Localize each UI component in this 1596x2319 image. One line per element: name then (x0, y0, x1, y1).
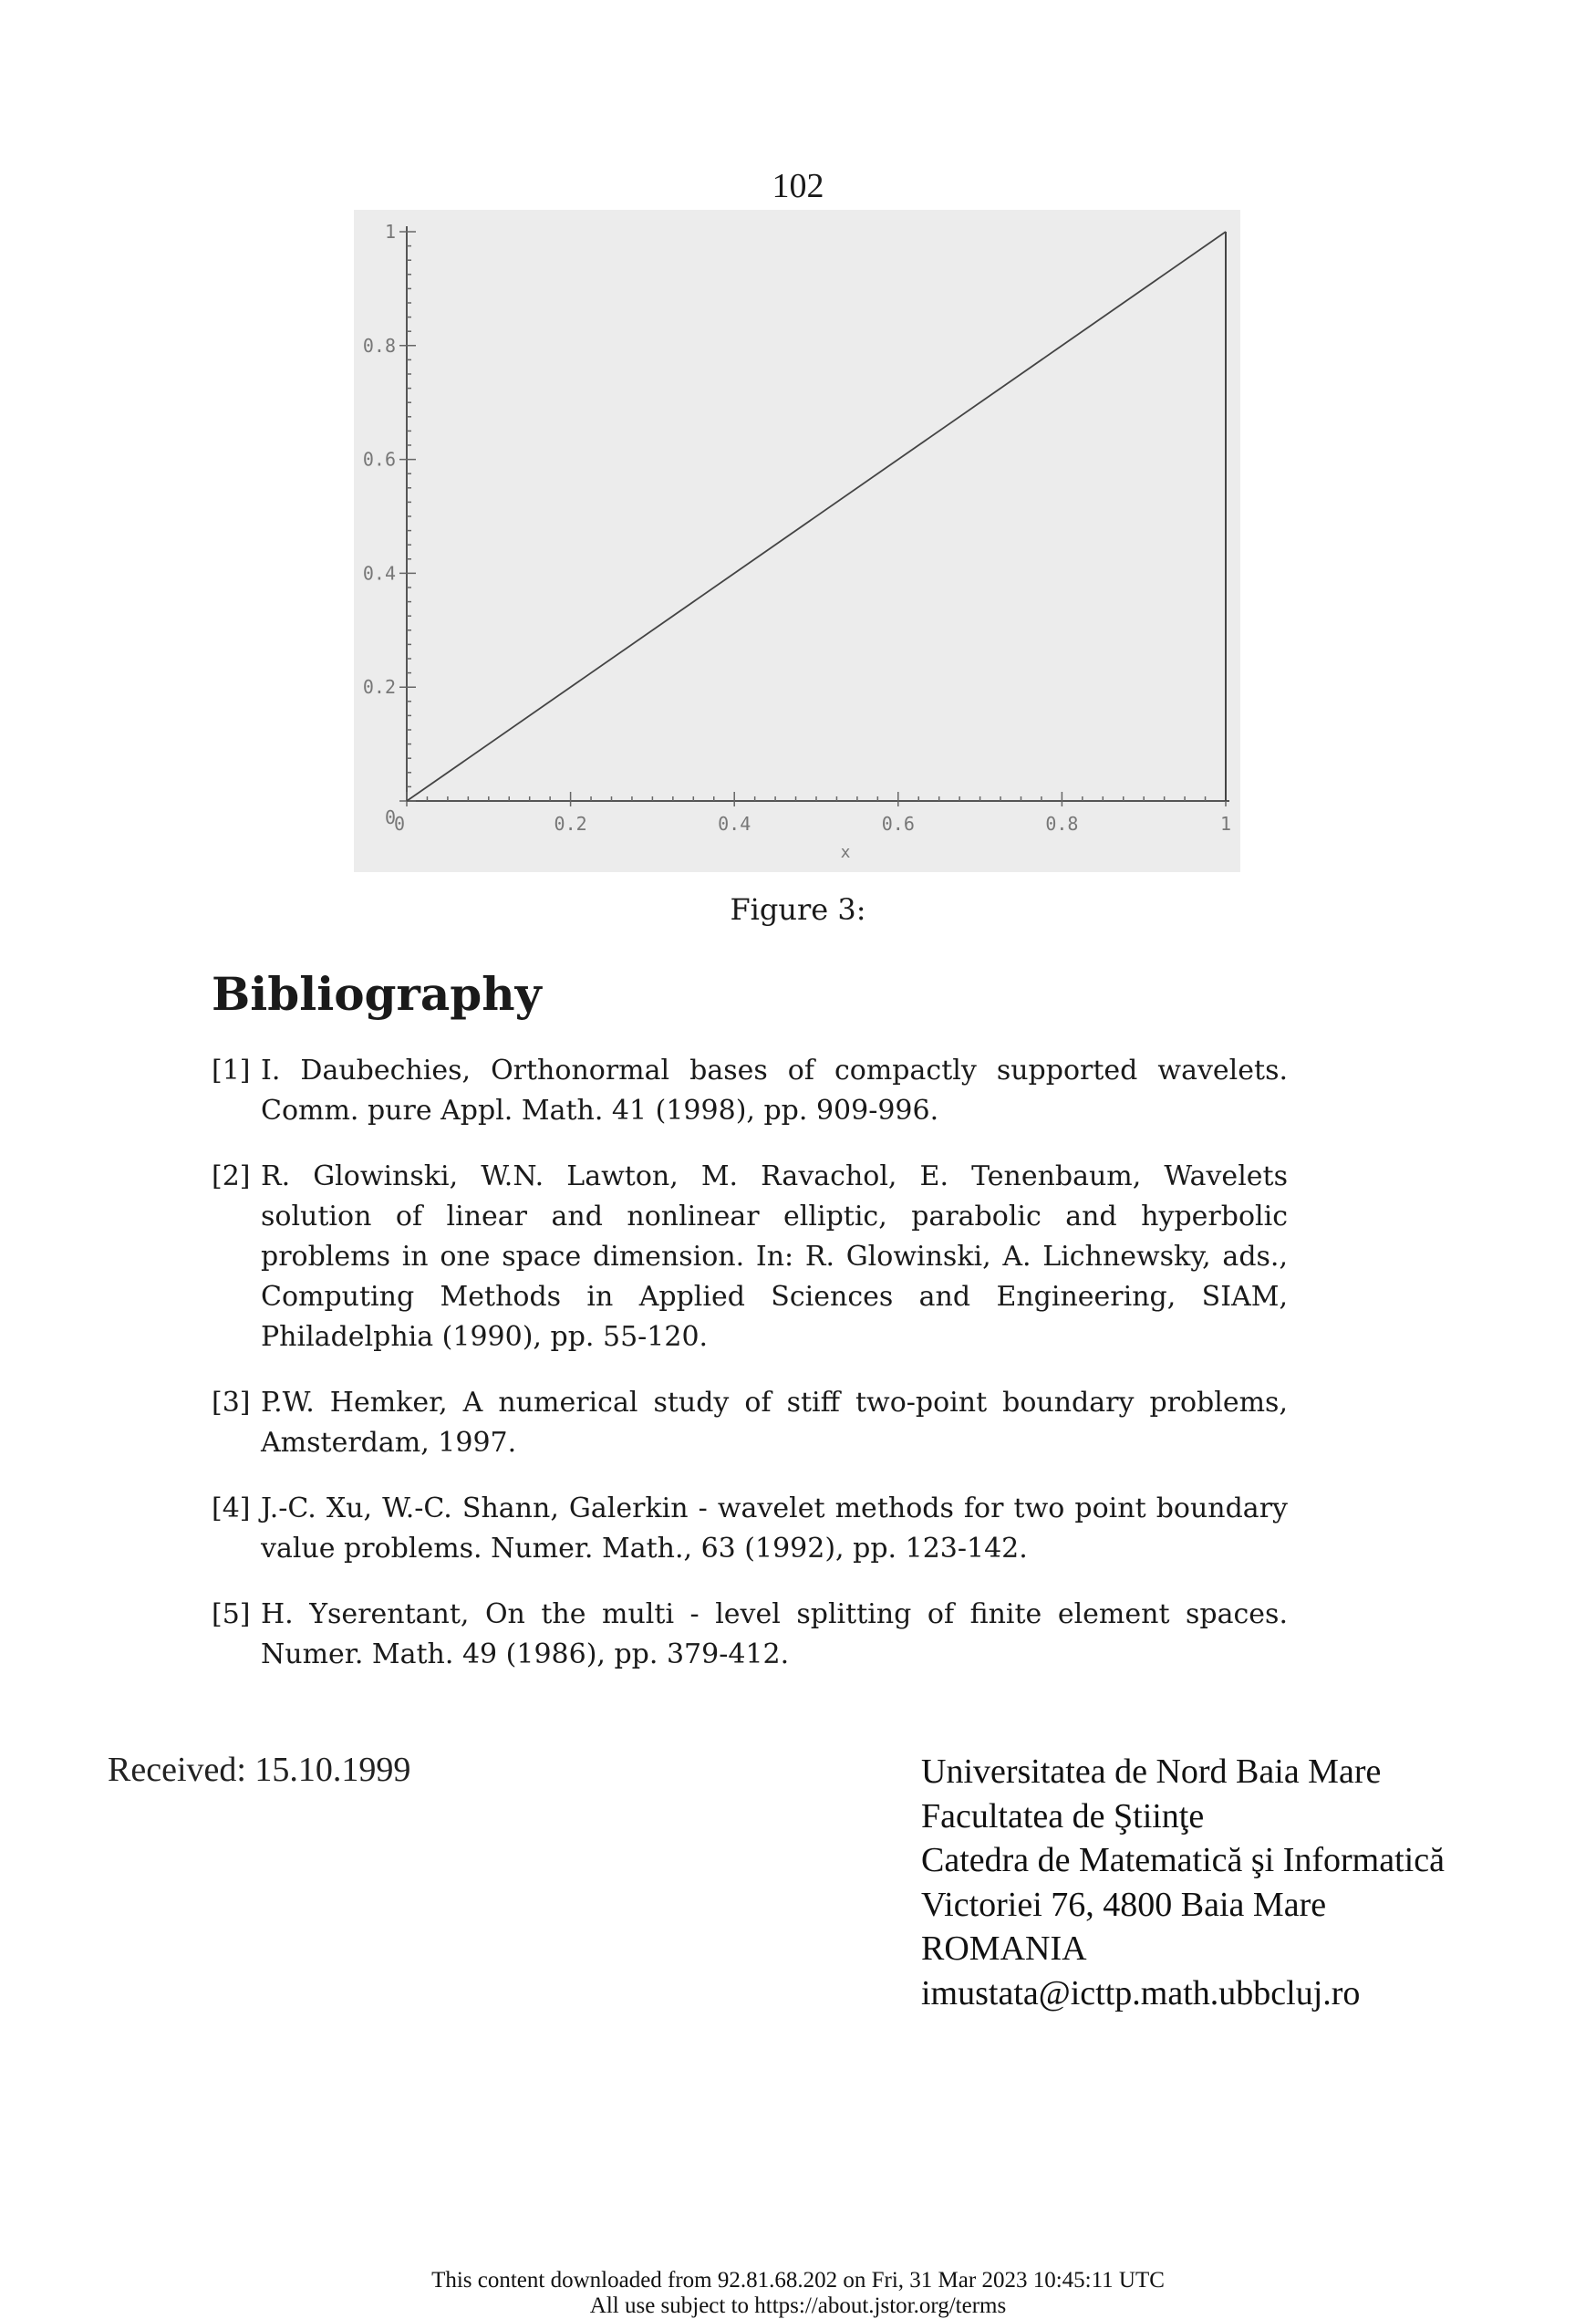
bibliography-entry-number: [3] (212, 1387, 251, 1419)
y-tick-label: 0 (384, 806, 396, 828)
bibliography-entry-text: J.-C. Xu, W.-C. Shann, Galerkin - wavelet methods for two point boundary value problems. Numer. Math., 63 (1992), pp. 123-142. (261, 1492, 1288, 1565)
received-date: Received: 15.10.1999 (108, 1751, 411, 1789)
y-tick-label: 1 (384, 221, 396, 243)
page-number: 102 (772, 167, 824, 205)
footer-terms-line: All use subject to https://about.jstor.org/terms (589, 2293, 1007, 2318)
y-tick-label: 0.8 (362, 334, 396, 357)
bibliography-entry-text: R. Glowinski, W.N. Lawton, M. Ravachol, E. Tenenbaum, Wavelets solution of linear and nonlinear elliptic, parabolic and hyperbolic problems in one space dimension. In: R. Glowinski, A. Lichnewsky, ads., Computing Methods in Applied Sciences and Engineering, SIAM, Philadelphia (1990), pp. 55-120. (261, 1160, 1288, 1353)
bibliography-entry (212, 1157, 1288, 1357)
author-address (921, 1750, 1445, 2015)
x-tick-label: 0.4 (718, 813, 751, 835)
y-tick-label: 0.2 (362, 676, 396, 699)
address-line: Catedra de Matematică şi Informatică (921, 1841, 1445, 1879)
bibliography-entry (212, 1051, 1288, 1131)
line-chart (354, 210, 1240, 872)
bibliography-entry (212, 1383, 1288, 1463)
address-line: Victoriei 76, 4800 Baia Mare (921, 1885, 1327, 1924)
bibliography-entry-number: [4] (212, 1492, 251, 1524)
jstor-footer (0, 2268, 1596, 2319)
bibliography-entry-text: I. Daubechies, Orthonormal bases of compactly supported wavelets. Comm. pure Appl. Math. 41 (1998), pp. 909-996. (261, 1055, 1288, 1127)
x-axis-label: x (840, 843, 851, 862)
footer-download-line: This content downloaded from 92.81.68.202 on Fri, 31 Mar 2023 10:45:11 UTC (431, 2268, 1165, 2293)
address-line: Universitatea de Nord Baia Mare (921, 1752, 1382, 1791)
y-tick-label: 0.6 (362, 448, 396, 471)
y-tick-label: 0.4 (362, 562, 396, 585)
bibliography-entry-text: P.W. Hemker, A numerical study of stiff two-point boundary problems, Amsterdam, 1997. (261, 1387, 1288, 1459)
bibliography-entry (212, 1595, 1288, 1675)
series-line (407, 232, 1226, 801)
figure-caption: Figure 3: (730, 892, 866, 927)
bibliography-entry-number: [5] (212, 1598, 251, 1630)
figure-3-plot (354, 210, 1240, 872)
x-tick-label: 1 (1219, 813, 1232, 835)
x-tick-label: 0.2 (554, 813, 587, 835)
bibliography-entry-text: H. Yserentant, On the multi - level splitting of finite element spaces. Numer. Math. 49 (1986), pp. 379-412. (261, 1598, 1288, 1670)
bibliography-entry-number: [1] (212, 1055, 251, 1087)
bibliography-heading: Bibliography (212, 967, 542, 1021)
bibliography-list (212, 1051, 1288, 1700)
x-tick-label: 0 (393, 813, 406, 835)
address-line: Facultatea de Ştiinţe (921, 1796, 1205, 1835)
x-tick-label: 0.6 (881, 813, 915, 835)
x-tick-label: 0.8 (1045, 813, 1079, 835)
bibliography-entry-number: [2] (212, 1160, 251, 1192)
address-line: ROMANIA (921, 1929, 1087, 1968)
bibliography-entry (212, 1489, 1288, 1569)
email-address: imustata@icttp.math.ubbcluj.ro (921, 1973, 1361, 2012)
